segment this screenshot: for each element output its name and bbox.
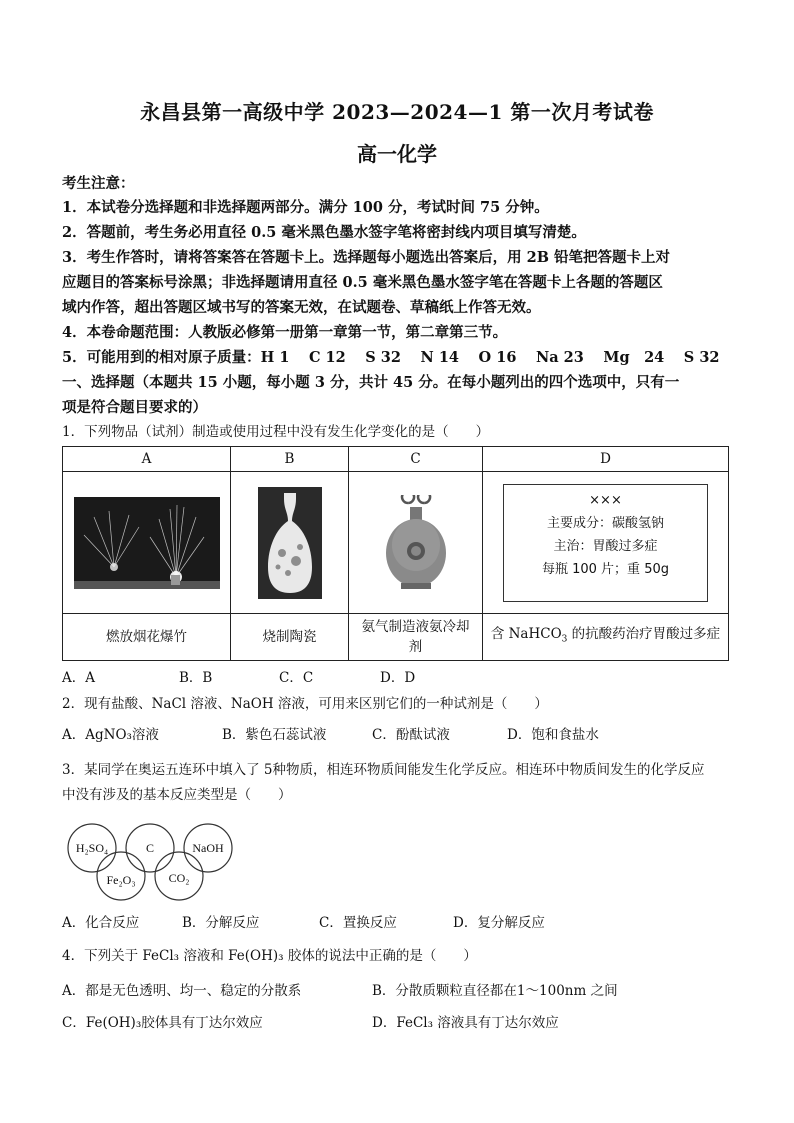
caption-d-sub: 3 [561, 634, 568, 645]
caption-b: 烧制陶瓷 [231, 614, 349, 661]
col-header-b: B [231, 447, 349, 472]
caption-c-line: 氨气制造液氨冷却 [361, 619, 470, 635]
label-spec: 每瓶 100 片；重 50g [541, 561, 669, 577]
notice-item: 4．本卷命题范围：人教版必修第一册第一章第一节，第二章第三节。 [62, 324, 508, 341]
col-header-c: C [349, 447, 483, 472]
option-a[interactable]: A．AgNO₃溶液 [62, 727, 159, 743]
medicine-label [483, 472, 729, 614]
caption-c-line: 剂 [408, 639, 423, 655]
option-b[interactable]: B．B [179, 670, 213, 686]
notice-item: 1．本试卷分选择题和非选择题两部分。满分 100 分，考试时间 75 分钟。 [62, 199, 549, 216]
option-d[interactable]: D．饱和食盐水 [507, 727, 599, 743]
ring-label: H₂SO₄ [75, 841, 109, 855]
notice-heading: 考生注意： [62, 175, 135, 192]
col-header-a: A [63, 447, 231, 472]
caption-d-prefix: 含 NaHCO [490, 626, 562, 643]
ring-label: C [145, 841, 155, 855]
olympic-rings-diagram [64, 822, 239, 902]
caption-d-suffix: 的抗酸药治疗胃酸过多症 [567, 626, 721, 643]
question-4-options-row2 [62, 1013, 559, 1033]
option-c[interactable]: C．酚酞试液 [372, 727, 450, 743]
label-indication: 主治：胃酸过多症 [553, 538, 658, 554]
caption-c [349, 614, 483, 661]
option-d[interactable]: D．FeCl₃ 溶液具有丁达尔效应 [372, 1015, 559, 1031]
ring-label: CO₂ [168, 871, 190, 885]
option-a[interactable]: A．A [62, 670, 95, 686]
exam-title: 永昌县第一高级中学 2023—2024—1 第一次月考试卷 [140, 100, 654, 124]
porcelain-vase-image [231, 472, 349, 614]
option-c[interactable]: C．置换反应 [319, 915, 397, 931]
label-name: ××× [589, 492, 622, 508]
caption-d [483, 614, 729, 661]
notice-item: 5．可能用到的相对原子质量：H 1 C 12 S 32 N 14 O 16 Na 23 Mg 24 S 32 [62, 349, 720, 366]
option-b[interactable]: B．紫色石蕊试液 [222, 727, 327, 743]
question-2-stem: 2．现有盐酸、NaCl 溶液、NaOH 溶液，可用来区别它们的一种试剂是（ ） [62, 696, 548, 712]
question-2-options [62, 725, 599, 745]
question-3-options [62, 913, 545, 933]
question-4-stem: 4．下列关于 FeCl₃ 溶液和 Fe(OH)₃ 胶体的说法中正确的是（ ） [62, 948, 477, 964]
question-3-stem: 3．某同学在奥运五连环中填入了 5种物质，相连环物质间能发生化学反应。相连环中物质间发生的化学反应 [62, 762, 705, 778]
question-3-stem-cont: 中没有涉及的基本反应类型是（ ） [62, 787, 292, 803]
medicine-label-box [503, 484, 708, 602]
question-4-options-row1 [62, 981, 618, 1001]
question-1-options [62, 668, 415, 688]
option-d[interactable]: D．复分解反应 [453, 915, 545, 931]
exam-subtitle: 高一化学 [357, 142, 437, 166]
notice-item: 3．考生作答时，请将答案答在答题卡上。选择题每小题选出答案后，用 2B 铅笔把答题卡上对 [62, 249, 671, 266]
option-c[interactable]: C．Fe(OH)₃胶体具有丁达尔效应 [62, 1015, 263, 1031]
option-b[interactable]: B．分解反应 [182, 915, 260, 931]
question-1-table [62, 446, 729, 661]
notice-item: 应题目的答案标号涂黑；非选择题请用直径 0.5 毫米黑色墨水签字笔在答题卡上各题的答题区 [62, 274, 663, 291]
fireworks-image [63, 472, 231, 614]
ring-label: NaOH [192, 841, 224, 855]
notice-item: 2．答题前，考生务必用直径 0.5 毫米黑色墨水签字笔将密封线内项目填写清楚。 [62, 224, 586, 241]
ring-label: Fe₂O₃ [106, 873, 136, 887]
label-ingredient: 主要成分：碳酸氢钠 [546, 515, 664, 531]
question-1-stem: 1．下列物品（试剂）制造或使用过程中没有发生化学变化的是（ ） [62, 424, 490, 440]
option-b[interactable]: B．分散质颗粒直径都在1～100nm 之间 [372, 983, 618, 999]
option-a[interactable]: A．都是无色透明、均一、稳定的分散系 [62, 983, 302, 999]
option-d[interactable]: D．D [380, 670, 416, 686]
notice-item: 域内作答，超出答题区域书写的答案无效，在试题卷、草稿纸上作答无效。 [62, 299, 541, 316]
col-header-d: D [483, 447, 729, 472]
refrigerant-tank-image [349, 472, 483, 614]
option-a[interactable]: A．化合反应 [62, 915, 140, 931]
caption-a: 燃放烟花爆竹 [63, 614, 231, 661]
option-c[interactable]: C．C [279, 670, 314, 686]
section-heading-cont: 项是符合题目要求的） [62, 399, 207, 416]
section-heading: 一、选择题（本题共 15 小题，每小题 3 分，共计 45 分。在每小题列出的四个选项中，只有一 [62, 374, 680, 391]
